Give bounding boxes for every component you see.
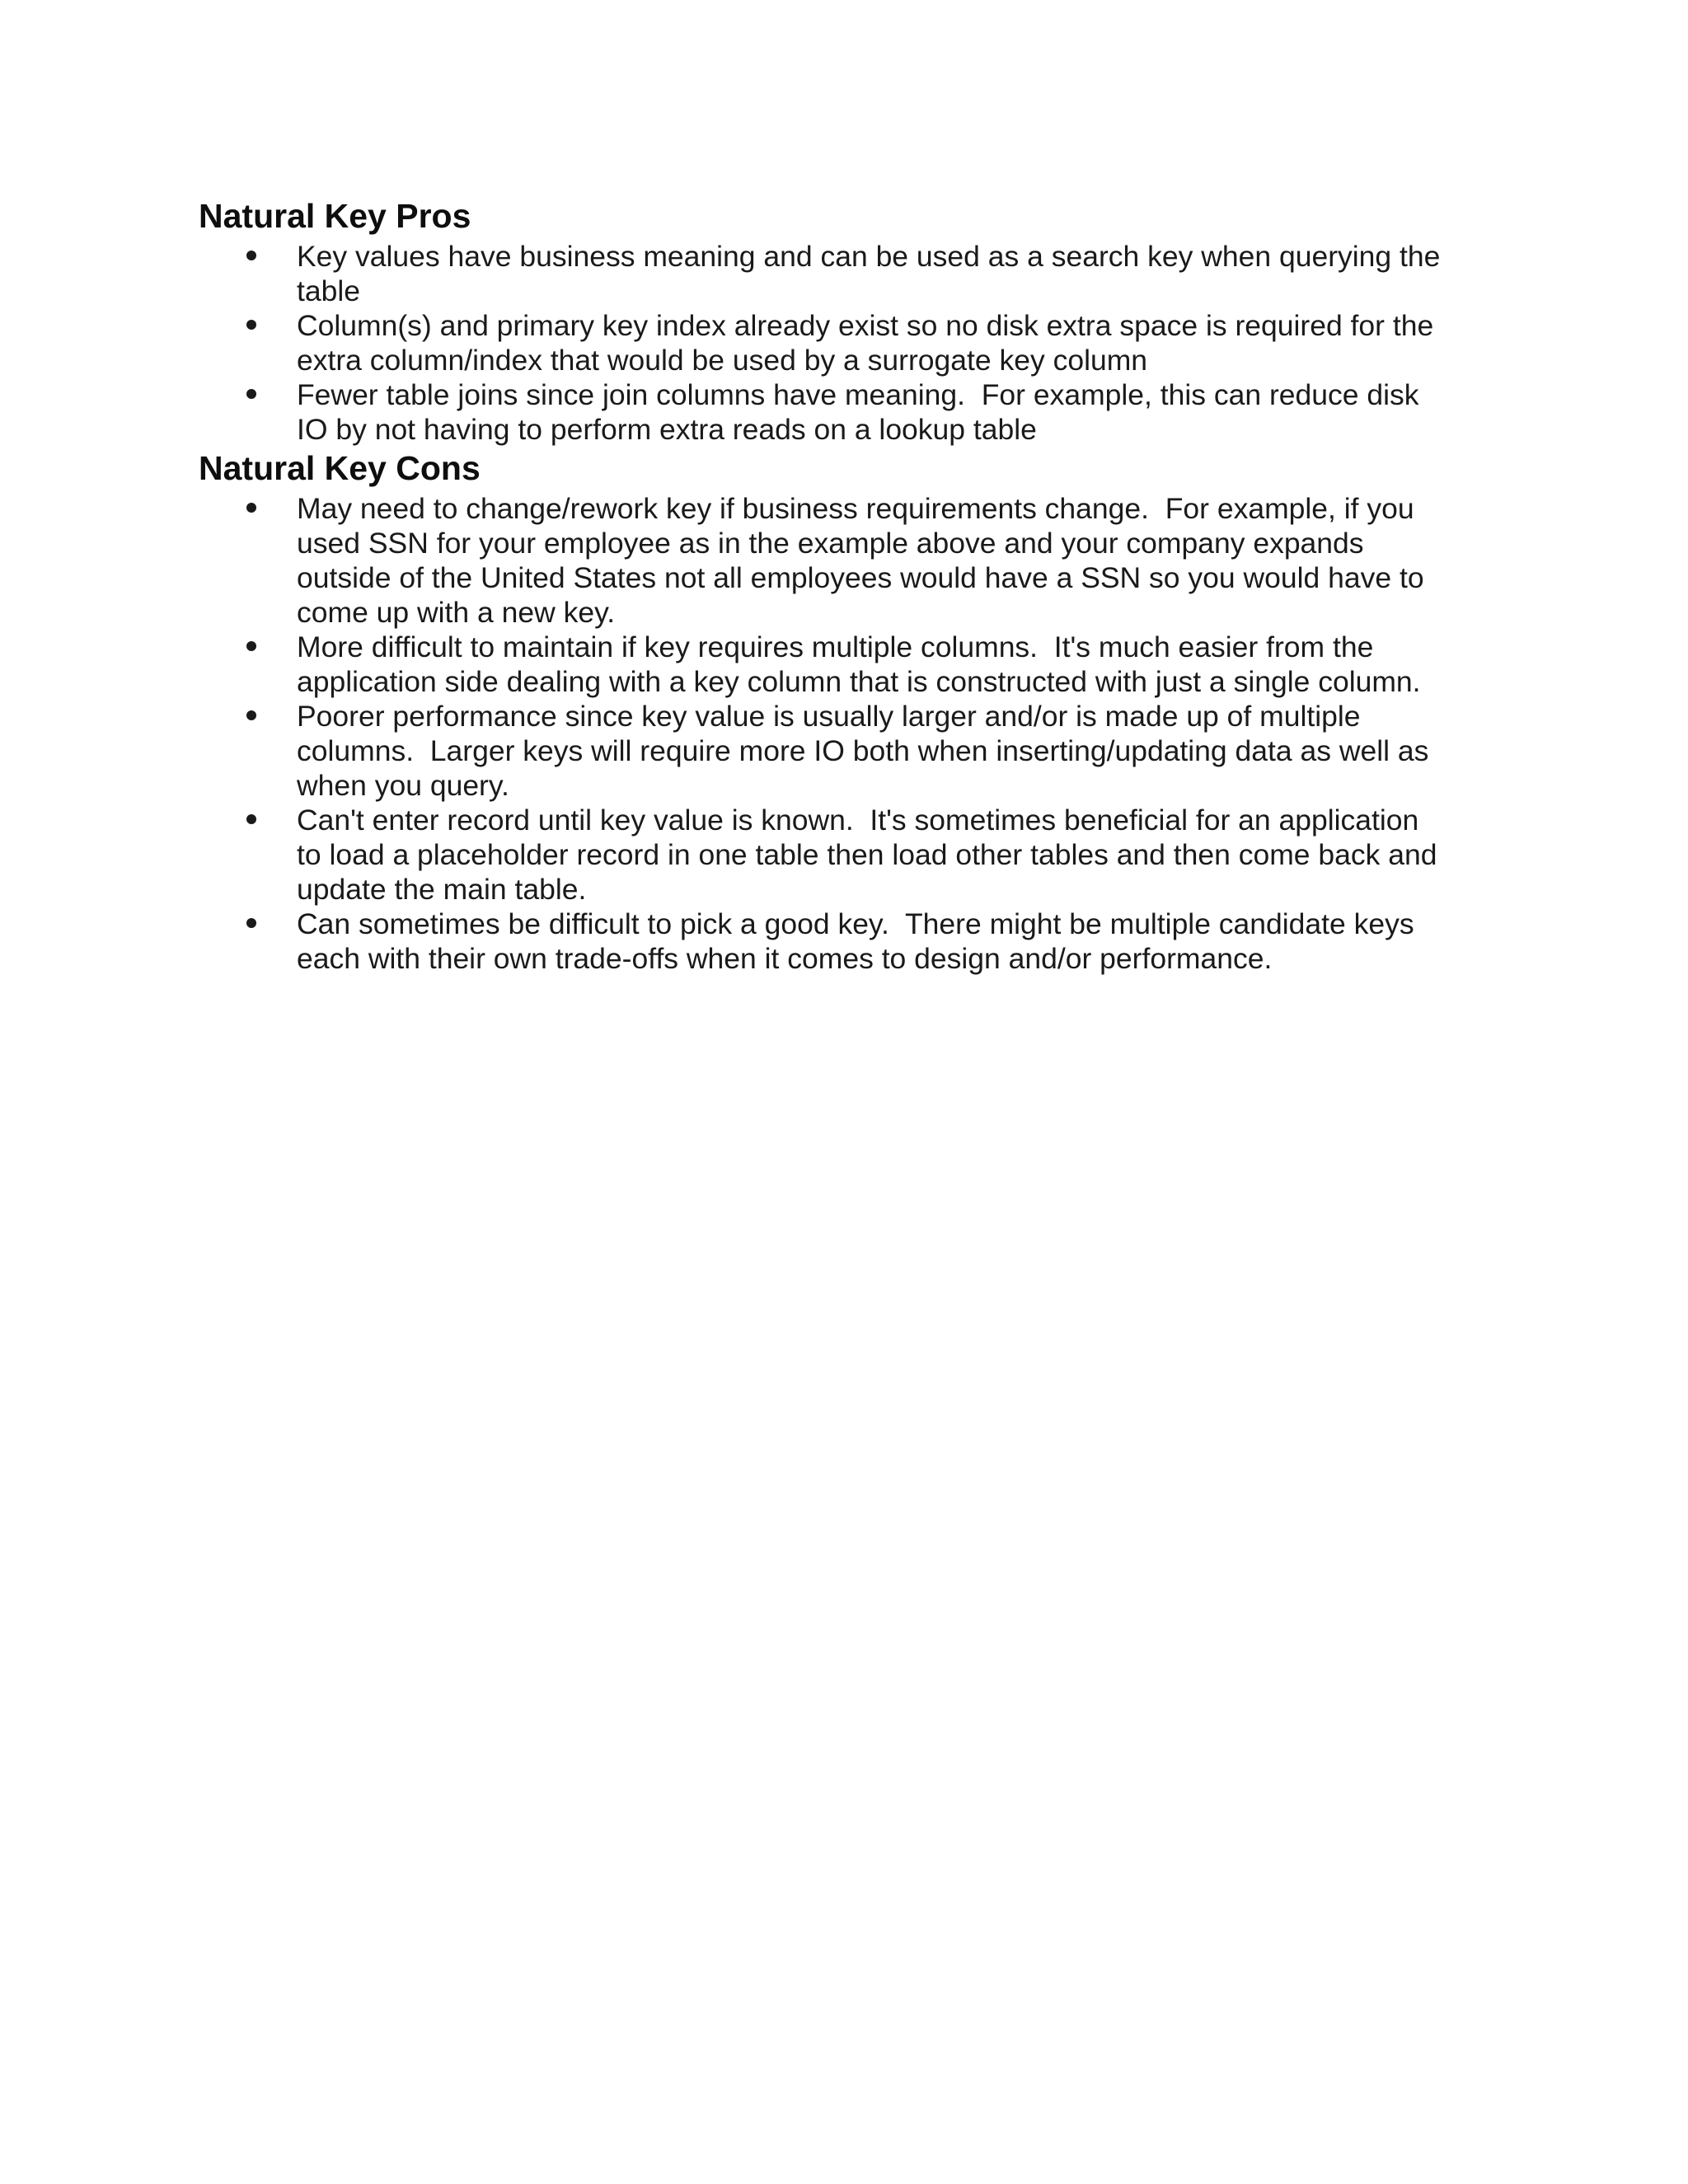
bullet-icon bbox=[246, 251, 256, 260]
list-item bbox=[199, 699, 1501, 803]
list-item-line: application side dealing with a key column that is constructed with just a single column. bbox=[297, 665, 1421, 698]
list-item bbox=[199, 491, 1501, 630]
list-item-line: come up with a new key. bbox=[297, 596, 616, 629]
bullet-icon bbox=[246, 641, 256, 651]
cons-heading: Natural Key Cons bbox=[199, 449, 481, 487]
list-item-line: extra column/index that would be used by a surrogate key column bbox=[297, 344, 1148, 377]
list-item-line: when you query. bbox=[297, 769, 509, 802]
list-item-line: IO by not having to perform extra reads on a lookup table bbox=[297, 413, 1037, 446]
list-item bbox=[199, 907, 1501, 976]
list-item-line: May need to change/rework key if business requirements change. For example, if you bbox=[297, 492, 1414, 525]
list-item-line: outside of the United States not all employees would have a SSN so you would have to bbox=[297, 561, 1424, 594]
list-item-line: Can sometimes be difficult to pick a good key. There might be multiple candidate keys bbox=[297, 907, 1414, 940]
document-content bbox=[199, 196, 1501, 976]
list-item bbox=[199, 308, 1501, 377]
list-item-line: update the main table. bbox=[297, 873, 587, 906]
pros-list bbox=[199, 239, 1501, 447]
list-item-line: Column(s) and primary key index already exist so no disk extra space is required for the bbox=[297, 309, 1434, 342]
list-item-line: Poorer performance since key value is usually larger and/or is made up of multiple bbox=[297, 700, 1361, 733]
list-item bbox=[199, 803, 1501, 907]
list-item-line: Can't enter record until key value is known. It's sometimes beneficial for an application bbox=[297, 804, 1419, 837]
cons-section bbox=[199, 448, 1501, 976]
list-item bbox=[199, 630, 1501, 699]
list-item-line: to load a placeholder record in one table then load other tables and then come back and bbox=[297, 838, 1437, 871]
list-item-line: each with their own trade-offs when it comes to design and/or performance. bbox=[297, 942, 1273, 975]
list-item-line: columns. Larger keys will require more IO both when inserting/updating data as well as bbox=[297, 734, 1429, 767]
pros-heading: Natural Key Pros bbox=[199, 197, 471, 235]
bullet-icon bbox=[246, 814, 256, 824]
list-item bbox=[199, 239, 1501, 308]
bullet-icon bbox=[246, 320, 256, 330]
bullet-icon bbox=[246, 918, 256, 928]
pros-section bbox=[199, 196, 1501, 447]
list-item-line: table bbox=[297, 274, 360, 307]
list-item-line: More difficult to maintain if key requires multiple columns. It's much easier from the bbox=[297, 630, 1374, 663]
cons-list bbox=[199, 491, 1501, 976]
list-item-line: used SSN for your employee as in the example above and your company expands bbox=[297, 527, 1364, 560]
list-item-line: Fewer table joins since join columns have meaning. For example, this can reduce disk bbox=[297, 378, 1419, 411]
list-item bbox=[199, 377, 1501, 447]
list-item-line: Key values have business meaning and can be used as a search key when querying the bbox=[297, 240, 1441, 273]
bullet-icon bbox=[246, 710, 256, 720]
bullet-icon bbox=[246, 389, 256, 399]
bullet-icon bbox=[246, 503, 256, 513]
